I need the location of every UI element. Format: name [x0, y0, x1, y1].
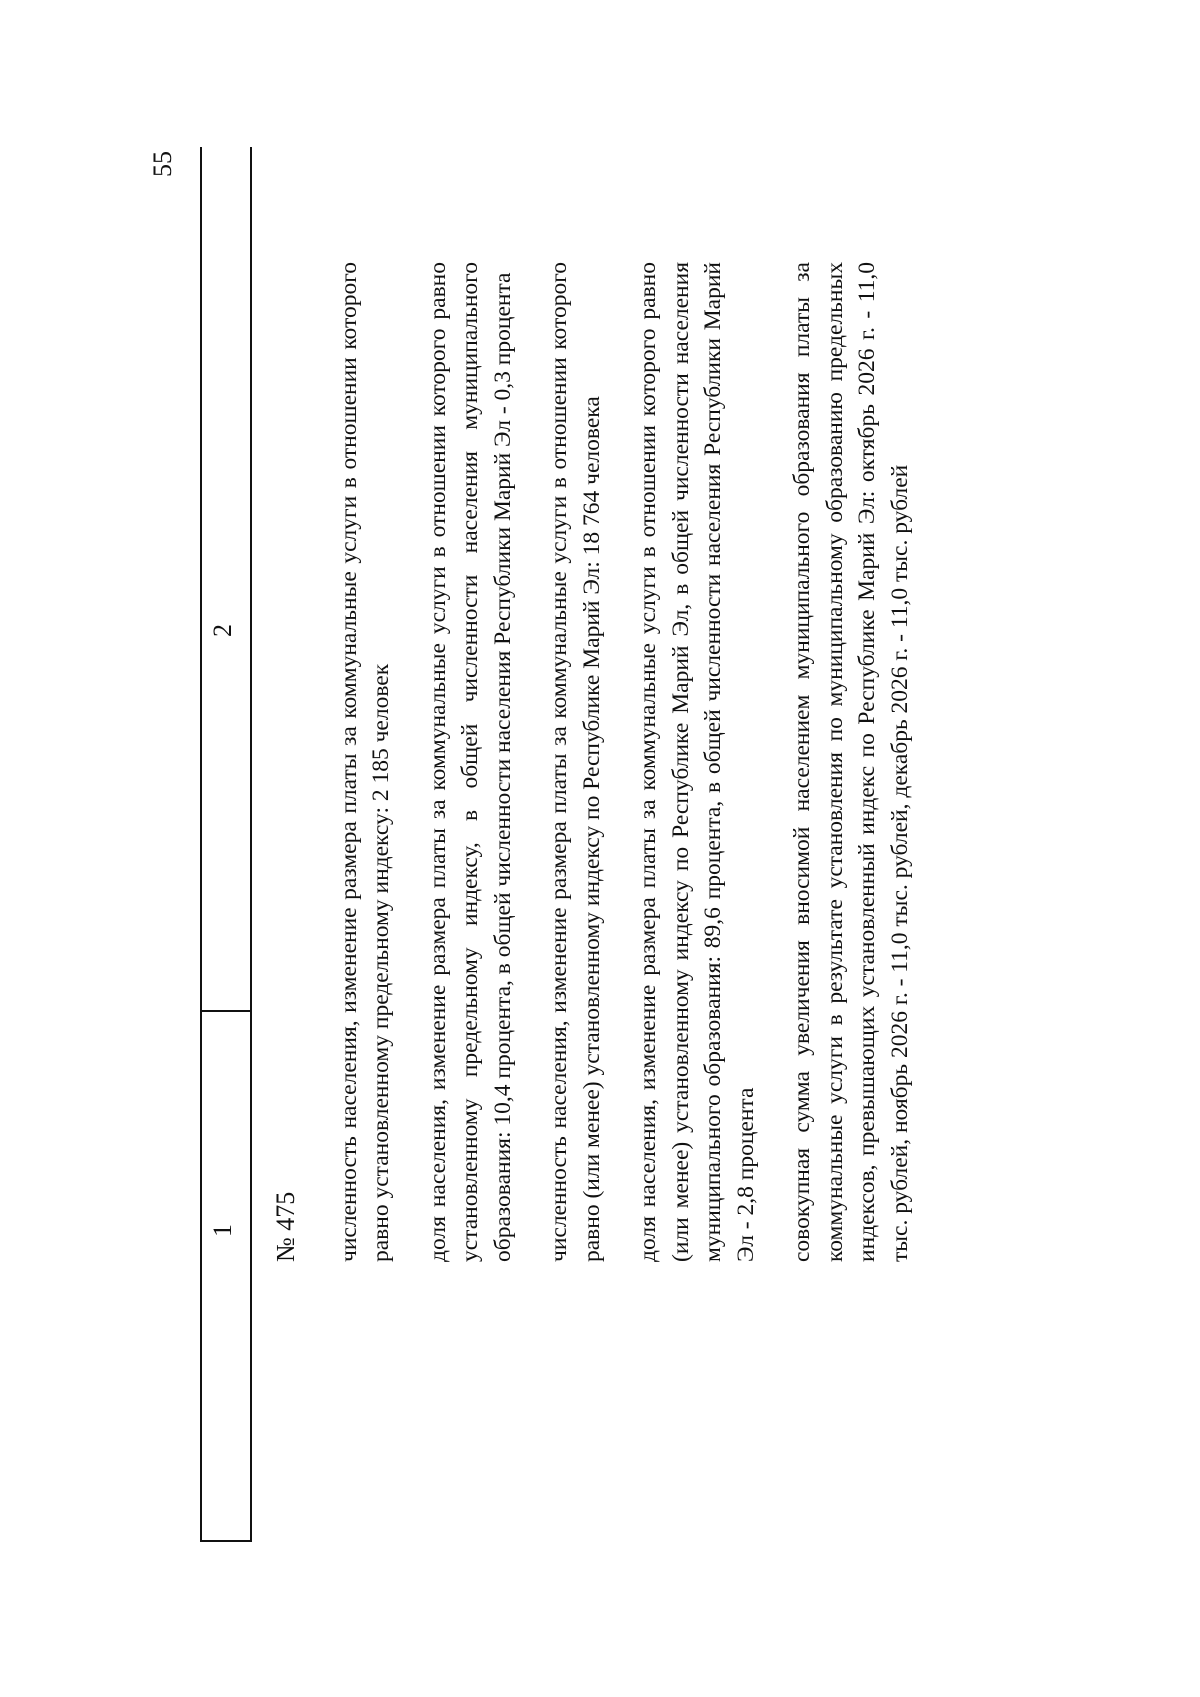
- column-2-header: 2: [208, 624, 237, 637]
- paragraph-share-equal-index: доля населения, изменение размера платы за коммунальные услуги в отношении которого равно установленному предельному индексу, в общей численности населения муниципального образования: 10,4 процента, в общей численности населения Республики Марий Эл - 0,3 процента: [424, 262, 516, 1262]
- column-1-header: 1: [208, 1224, 237, 1237]
- table-cell-content: [270, 262, 940, 1262]
- document-number: № 475: [271, 1191, 300, 1262]
- table-top-rule: [200, 147, 202, 1542]
- table-left-edge: [200, 1540, 252, 1542]
- paragraph-total-increase: совокупная сумма увеличения вносимой населением муниципального образования платы за коммунальные услуги в результате установления по муниципальному образованию предельных индексов, превышающих установленный индекс по Республике Марий Эл: октябрь 2026 г. - 11,0 тыс. рублей, ноябрь 2026 г. - 11,0 тыс. рублей, декабрь 2026 г. - 11,0 тыс. рублей: [789, 262, 913, 1262]
- table-header-rule: [250, 147, 252, 1542]
- table-header: [200, 147, 252, 1542]
- page-number: 55: [148, 151, 177, 177]
- paragraph-population-below-index: численность населения, изменение размера платы за коммунальные услуги в отношении которого равно (или менее) установленному индексу по Республике Марий Эл: 18 764 человека: [546, 262, 605, 1262]
- paragraph-population-equal-index: численность населения, изменение размера платы за коммунальные услуги в отношении которого равно установленному предельному индексу: 2 185 человек: [335, 262, 394, 1262]
- paragraph-share-below-index: доля населения, изменение размера платы за коммунальные услуги в отношении которого равно (или менее) установленному индексу по Республике Марий Эл, в общей численности населения муниципального образования: 89,6 процента, в общей численности населения Республики Марий Эл - 2,8 процента: [635, 262, 759, 1262]
- column-divider: [200, 1010, 252, 1012]
